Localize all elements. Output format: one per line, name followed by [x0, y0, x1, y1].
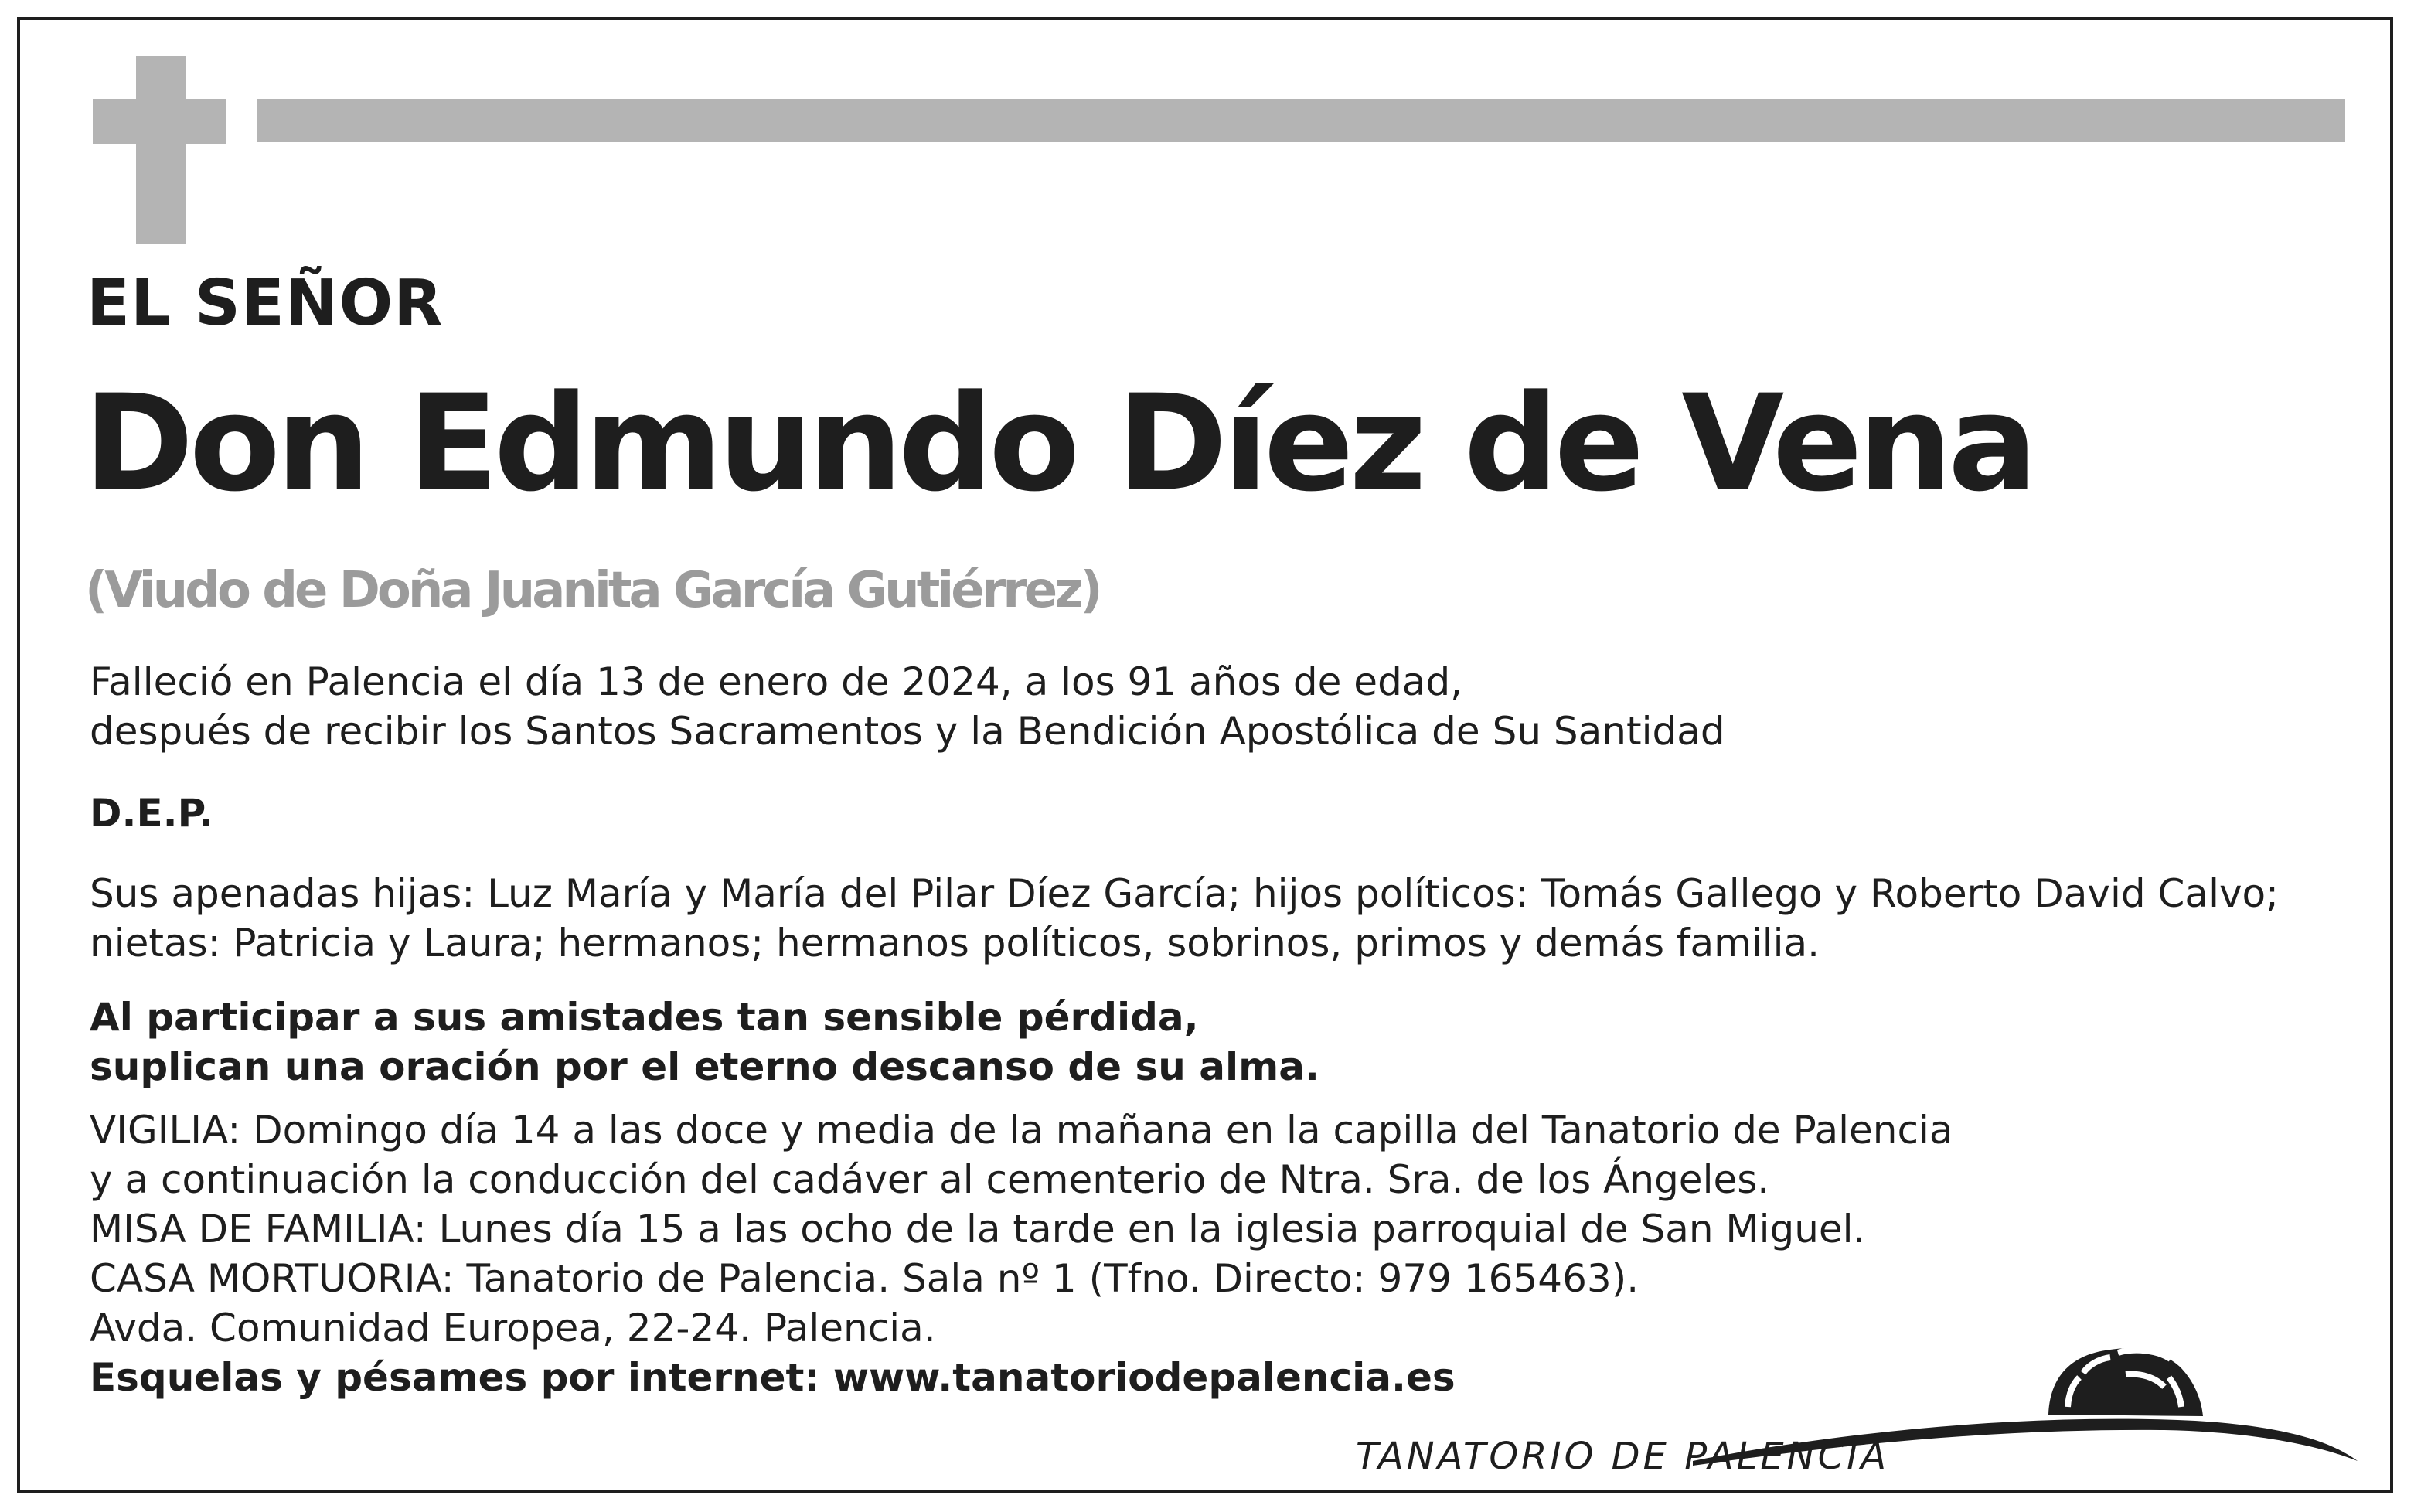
- death-notice: [90, 657, 1725, 756]
- mortuary-line: CASA MORTUORIA: Tanatorio de Palencia. Sala nº 1 (Tfno. Directo: 979 165463).: [90, 1256, 1639, 1301]
- address-line: Avda. Comunidad Europea, 22-24. Palencia.: [90, 1306, 936, 1350]
- cross-icon-horizontal: [93, 99, 226, 144]
- title-prefix: EL SEÑOR: [87, 267, 444, 340]
- prayer-line: Al participar a sus amistades tan sensible pérdida,: [90, 995, 1199, 1040]
- prayer-line: suplican una oración por el eterno descanso de su alma.: [90, 1044, 1319, 1089]
- vigil-line: VIGILIA: Domingo día 14 a las doce y media de la mañana en la capilla del Tanatorio de Palencia: [90, 1108, 1953, 1153]
- deceased-name: Don Edmundo Díez de Vena: [83, 366, 2034, 521]
- death-notice-line: después de recibir los Santos Sacramentos y la Bendición Apostólica de Su Santidad: [90, 709, 1725, 754]
- family-line: Sus apenadas hijas: Luz María y María del Pilar Díez García; hijos políticos: Tomás Gallego y Roberto David Calvo;: [90, 871, 2279, 916]
- vigil-line: y a continuación la conducción del cadáver al cementerio de Ntra. Sra. de los Ángeles.: [90, 1157, 1770, 1202]
- prayer-request: [90, 993, 1319, 1091]
- death-notice-line: Falleció en Palencia el día 13 de enero de 2024, a los 91 años de edad,: [90, 659, 1463, 704]
- logo-text: TANATORIO DE PALENCIA: [1356, 1435, 1890, 1478]
- widow-line: (Viudo de Doña Juanita García Gutiérrez): [85, 562, 1100, 619]
- cross-icon-vertical: [136, 56, 186, 244]
- tanatorio-logo: [1345, 1314, 2365, 1500]
- header-rule: [257, 99, 2345, 142]
- website-line: Esquelas y pésames por internet: www.tanatoriodepalencia.es: [90, 1355, 1456, 1400]
- family-line: nietas: Patricia y Laura; hermanos; hermanos políticos, sobrinos, primos y demás familia.: [90, 921, 1820, 965]
- family-list: [90, 869, 2279, 968]
- dep-label: D.E.P.: [90, 791, 214, 836]
- mass-line: MISA DE FAMILIA: Lunes día 15 a las ocho de la tarde en la iglesia parroquial de San Miguel.: [90, 1207, 1866, 1251]
